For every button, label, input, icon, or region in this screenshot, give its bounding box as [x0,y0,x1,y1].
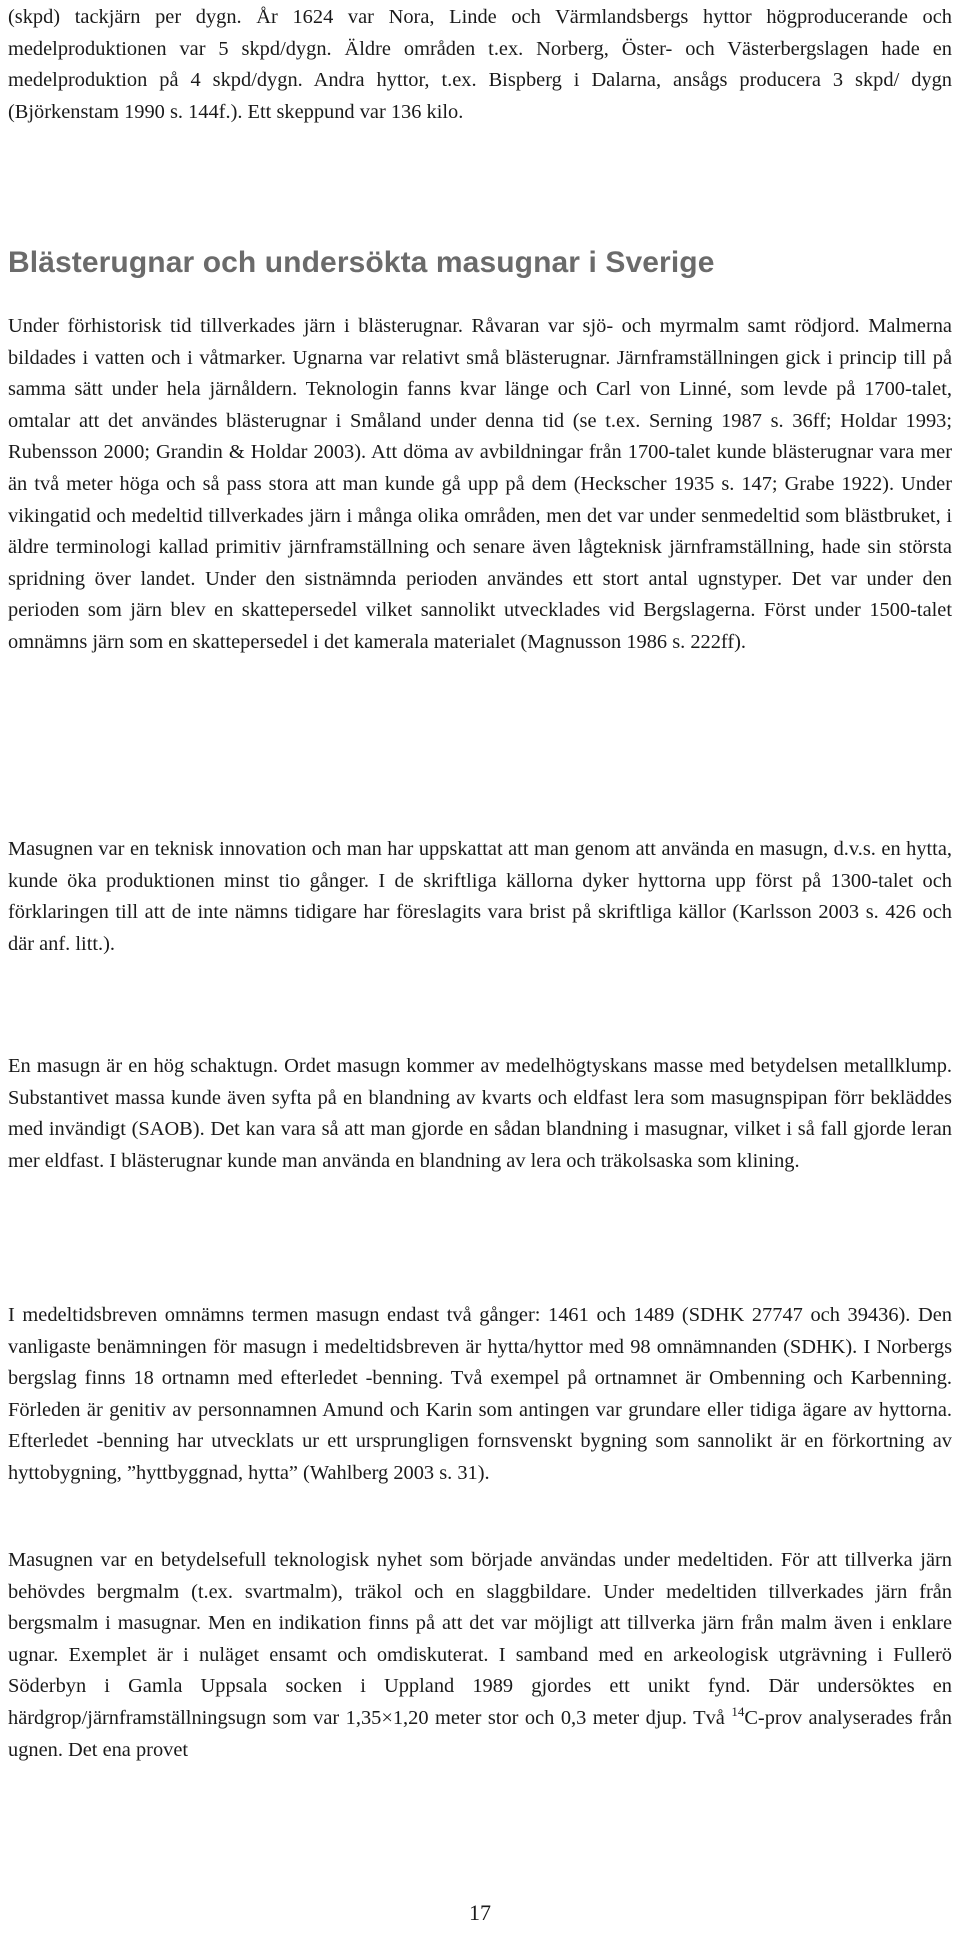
paragraph-5-text-before: Masugnen var en betydelsefull teknologisk nyhet som började användas under medeltiden. För att tillverka järn behövdes bergmalm (t.ex. svartmalm), träkol och en slaggbildare. Under medeltiden tillverkades järn från bergsmalm i masugnar. Men en indikation finns på att det var möjligt att tillverka järn från malm även i enklare ugnar. Exemplet är i nuläget ensamt och omdiskuterat. I samband med en arkeologisk utgrävning i Fullerö Söderbyn i Gamla Uppsala socken i Uppland 1989 gjordes ett unikt fynd. Där undersöktes en härdgrop/järnframställningsugn som var 1,35×1,20 meter stor och 0,3 meter djup. Två [8,1549,952,1729]
paragraph-5-superscript: 14 [731,1704,745,1720]
paragraph-3: En masugn är en hög schaktugn. Ordet masugn kommer av medelhögtyskans masse med betydelsen metallklump. Substantivet massa kunde även syfta på en blandning av kvarts och eldfast lera som masugnspipan förr bekläddes med invändigt (SAOB). Det kan vara så att man gjorde en sådan blandning i masugnar, vilket i så fall gjorde leran mer eldfast. I blästerugnar kunde man använda en blandning av lera och träkolsaska som klining. [8,1055,952,1172]
page-number: 17 [469,1900,491,1925]
section-heading: Blästerugnar och undersökta masugnar i Sverige [8,246,715,279]
paragraph-1: Under förhistorisk tid tillverkades järn i blästerugnar. Råvaran var sjö- och myrmalm samt rödjord. Malmerna bildades i vatten och i våtmarker. Ugnarna var relativt små blästerugnar. Järnframställningen gick i princip till på samma sätt under hela järnåldern. Teknologin fanns kvar länge och Carl von Linné, som levde på 1700-talet, omtalar att det användes blästerugnar i Småland under denna tid (se t.ex. Serning 1987 s. 36ff; Holdar 1993; Rubensson 2000; Grandin & Holdar 2003). Att döma av avbildningar från 1700-talet kunde blästerugnar vara mer än två meter höga och så pass stora att man kunde gå upp på dem (Heckscher 1935 s. 147; Grabe 1922). Under vikingatid och medeltid tillverkades järn i många olika områden, men det var under senmedeltid som blästbruket, i äldre terminologi kallad primitiv järnframställning och senare även lågteknisk järnframställning, hade sin största spridning över landet. Under den sistnämnda perioden användes ett stort antal ugnstyper. Det var under den perioden som järn blev en skattepersedel vilket sannolikt utvecklades vid Bergslagerna. Först under 1500-talet omnämns järn som en skattepersedel i det kamerala materialet (Magnusson 1986 s. 222ff). [8,315,952,653]
paragraph-5 [8,1545,952,1766]
paragraph-4: I medeltidsbreven omnämns termen masugn endast två gånger: 1461 och 1489 (SDHK 27747 och 39436). Den vanligaste benämningen för masugn i medeltidsbreven är hytta/hyttor med 98 omnämnanden (SDHK). I Norbergs bergslag finns 18 ortnamn med efterledet -benning. Två exempel på ortnamnet är Ombenning och Karbenning. Förleden är genitiv av personnamnen Amund och Karin som antingen var grundare eller tidiga ägare av hyttorna. Efterledet -benning har utvecklats ur ett ursprungligen fornsvenskt bygning som sannolikt är en förkortning av hyttobygning, ”hyttbyggnad, hytta” (Wahlberg 2003 s. 31). [8,1304,952,1484]
paragraph-2: Masugnen var en teknisk innovation och man har uppskattat att man genom att använda en masugn, d.v.s. en hytta, kunde öka produktionen minst tio gånger. I de skriftliga källorna dyker hyttorna upp först på 1300-talet och förklaringen till att de inte nämns tidigare har föreslagits vara brist på skriftliga källor (Karlsson 2003 s. 426 och där anf. litt.). [8,838,952,955]
paragraph-5-text-after: C-prov analyserades från ugnen. Det ena provet [8,1706,953,1761]
intro-paragraph: (skpd) tackjärn per dygn. År 1624 var Nora, Linde och Värmlandsbergs hyttor högproducerande och medelproduktionen var 5 skpd/dygn. Äldre områden t.ex. Norberg, Öster- och Västerbergslagen hade en medelproduktion på 4 skpd/dygn. Andra hyttor, t.ex. Bispberg i Dalarna, ansågs producera 3 skpd/ dygn (Björkenstam 1990 s. 144f.). Ett skeppund var 136 kilo. [8,6,952,123]
